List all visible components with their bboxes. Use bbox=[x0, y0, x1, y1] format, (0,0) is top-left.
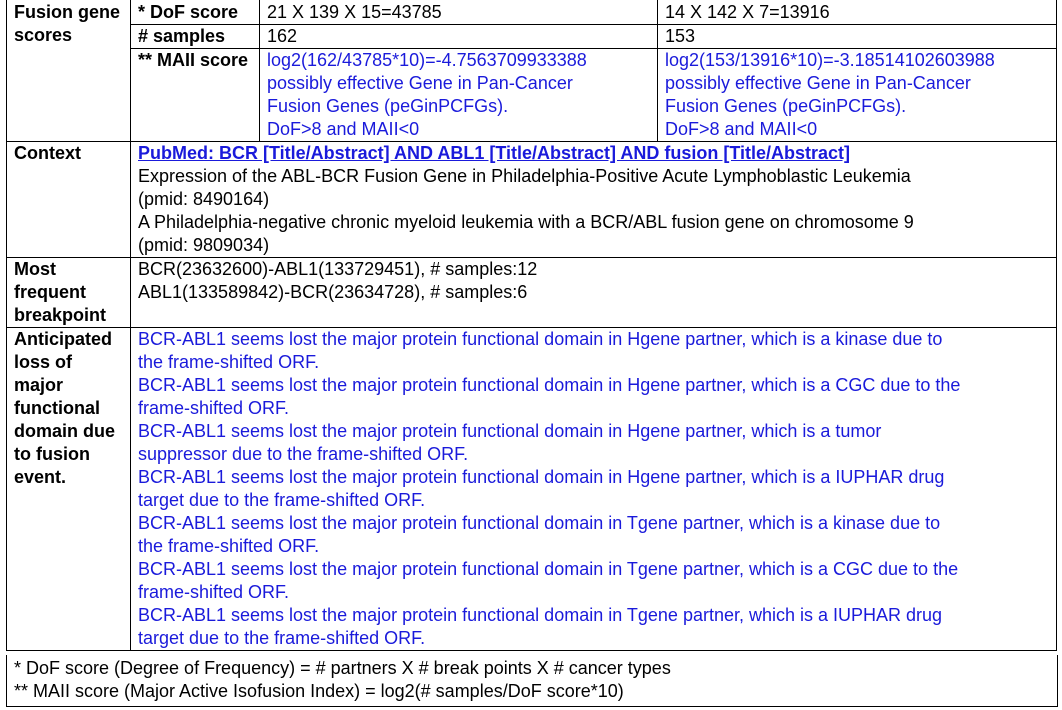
loss-line: the frame-shifted ORF. bbox=[138, 352, 320, 372]
breakpoint-row bbox=[7, 258, 1057, 328]
loss-row bbox=[7, 328, 1057, 651]
samples-value-2: 153 bbox=[658, 25, 1057, 49]
maii-1-line: DoF>8 and MAII<0 bbox=[267, 119, 420, 139]
maii-1-line: log2(162/43785*10)=-4.7563709933388 bbox=[267, 50, 587, 70]
loss-line: BCR-ABL1 seems lost the major protein functional domain in Tgene partner, which is a CGC due to the bbox=[138, 559, 959, 579]
breakpoint-line: BCR(23632600)-ABL1(133729451), # samples:12 bbox=[138, 259, 538, 279]
maii-1-line: possibly effective Gene in Pan-Cancer bbox=[267, 73, 573, 93]
scores-section-label: Fusion gene scores bbox=[7, 0, 131, 142]
breakpoint-content bbox=[131, 258, 1057, 328]
loss-line: target due to the frame-shifted ORF. bbox=[138, 628, 426, 648]
loss-line: BCR-ABL1 seems lost the major protein functional domain in Hgene partner, which is a IUPHAR drug bbox=[138, 467, 945, 487]
loss-line: BCR-ABL1 seems lost the major protein functional domain in Tgene partner, which is a kinase due to bbox=[138, 513, 941, 533]
loss-line: BCR-ABL1 seems lost the major protein functional domain in Hgene partner, which is a kinase due to bbox=[138, 329, 943, 349]
samples-row bbox=[7, 25, 1057, 49]
context-line: (pmid: 9809034) bbox=[138, 235, 270, 255]
loss-content bbox=[131, 328, 1057, 651]
dof-score-label: * DoF score bbox=[131, 0, 260, 25]
loss-label: Anticipated loss of major functional domain due to fusion event. bbox=[7, 328, 131, 651]
maii-2-line: log2(153/13916*10)=-3.18514102603988 bbox=[665, 50, 995, 70]
loss-line: target due to the frame-shifted ORF. bbox=[138, 490, 426, 510]
samples-value-1: 162 bbox=[260, 25, 658, 49]
dof-score-value-1: 21 X 139 X 15=43785 bbox=[260, 0, 658, 25]
maii-2-line: DoF>8 and MAII<0 bbox=[665, 119, 818, 139]
context-content bbox=[131, 142, 1057, 258]
breakpoint-label: Most frequent breakpoint bbox=[7, 258, 131, 328]
maii-1-line: Fusion Genes (peGinPCFGs). bbox=[267, 96, 509, 116]
context-line: (pmid: 8490164) bbox=[138, 189, 270, 209]
maii-score-label: ** MAII score bbox=[131, 49, 260, 142]
maii-score-value-2 bbox=[658, 49, 1057, 142]
footnotes bbox=[6, 655, 1058, 707]
maii-2-line: Fusion Genes (peGinPCFGs). bbox=[665, 96, 907, 116]
context-line: Expression of the ABL-BCR Fusion Gene in Philadelphia-Positive Acute Lymphoblastic Leukemia bbox=[138, 166, 911, 186]
context-label: Context bbox=[7, 142, 131, 258]
loss-line: suppressor due to the frame-shifted ORF. bbox=[138, 444, 469, 464]
maii-row bbox=[7, 49, 1057, 142]
dof-footnote: * DoF score (Degree of Frequency) = # partners X # break points X # cancer types bbox=[14, 658, 671, 678]
loss-line: BCR-ABL1 seems lost the major protein functional domain in Tgene partner, which is a IUPHAR drug bbox=[138, 605, 943, 625]
loss-line: the frame-shifted ORF. bbox=[138, 536, 320, 556]
maii-score-value-1 bbox=[260, 49, 658, 142]
breakpoint-line: ABL1(133589842)-BCR(23634728), # samples:6 bbox=[138, 282, 528, 302]
samples-label: # samples bbox=[131, 25, 260, 49]
maii-2-line: possibly effective Gene in Pan-Cancer bbox=[665, 73, 971, 93]
loss-line: frame-shifted ORF. bbox=[138, 582, 290, 602]
pubmed-link[interactable]: PubMed: BCR [Title/Abstract] AND ABL1 [Title/Abstract] AND fusion [Title/Abstract] bbox=[138, 143, 851, 163]
context-line: A Philadelphia-negative chronic myeloid leukemia with a BCR/ABL fusion gene on chromosome 9 bbox=[138, 212, 914, 232]
loss-line: frame-shifted ORF. bbox=[138, 398, 290, 418]
fusion-gene-table bbox=[6, 0, 1057, 651]
context-row bbox=[7, 142, 1057, 258]
loss-line: BCR-ABL1 seems lost the major protein functional domain in Hgene partner, which is a tumor bbox=[138, 421, 882, 441]
maii-footnote: ** MAII score (Major Active Isofusion Index) = log2(# samples/DoF score*10) bbox=[14, 681, 624, 701]
dof-score-value-2: 14 X 142 X 7=13916 bbox=[658, 0, 1057, 25]
loss-line: BCR-ABL1 seems lost the major protein functional domain in Hgene partner, which is a CGC due to the bbox=[138, 375, 961, 395]
dof-row bbox=[7, 0, 1057, 25]
